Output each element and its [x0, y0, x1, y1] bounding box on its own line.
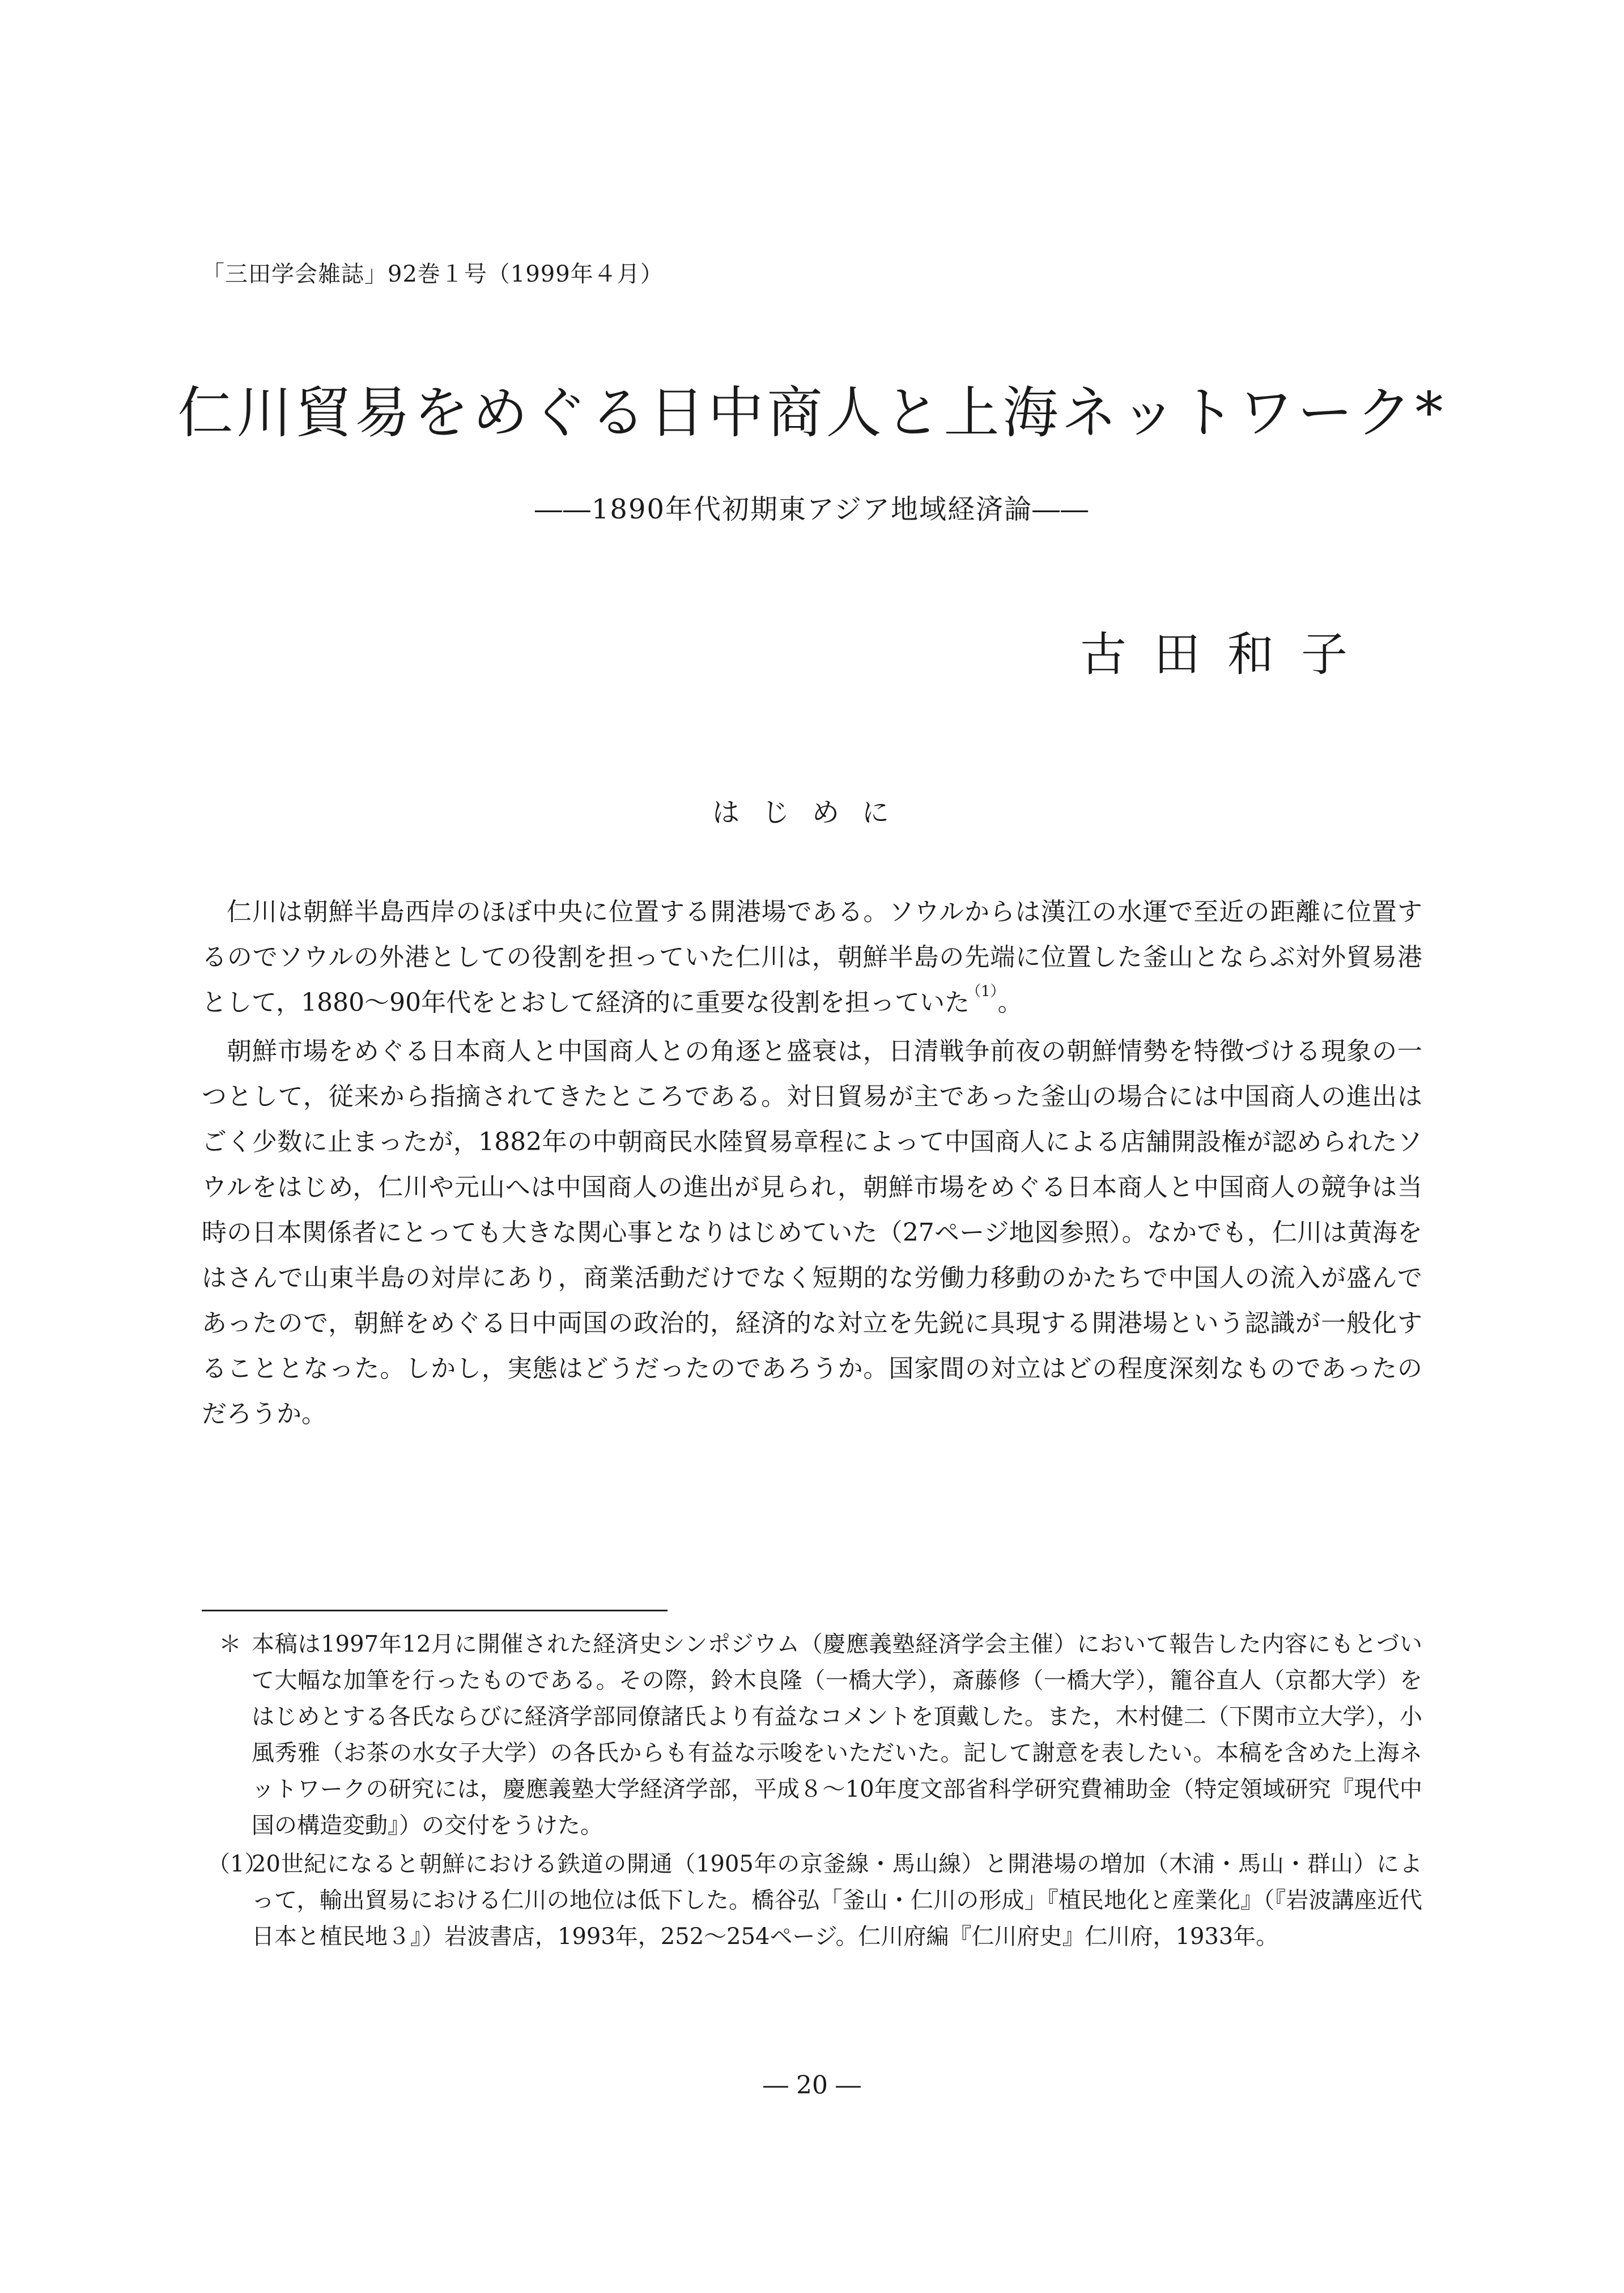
footnotes: [202, 1626, 1422, 1957]
footnote-marker: ＊: [219, 1631, 241, 1657]
article-subtitle: ――1890年代初期東アジア地域経済論――: [534, 494, 1090, 525]
body-text: [202, 890, 1422, 1437]
article-title: 仁川貿易をめぐる日中商人と上海ネットワーク*: [177, 381, 1447, 445]
footnote-marker: （1）: [207, 1851, 267, 1877]
paragraph-end: 。: [997, 988, 1023, 1017]
author-name: 古田和子: [1079, 628, 1375, 682]
paragraph: [202, 890, 1422, 1029]
paragraph: [202, 1029, 1422, 1437]
paragraph-text: 仁川は朝鮮半島西岸のほぼ中央に位置する開港場である。ソウルからは漢江の水運で至近の距離に位置するのでソウルの外港としての役割を担っていた仁川は，朝鮮半島の先端に位置した釜山とならぶ対外貿易港として，1880〜90年代をとおして経済的に重要な役割を担っていた: [202, 897, 1422, 1017]
footnote-text: 本稿は1997年12月に開催された経済史シンポジウム（慶應義塾経済学会主催）において報告した内容にもとづいて大幅な加筆を行ったものである。その際，鈴木良隆（一橋大学），斎藤修（一橋大学），籠谷直人（京都大学）をはじめとする各氏ならびに経済学部同僚諸氏より有益なコメントを頂戴した。また，木村健二（下関市立大学），小風秀雅（お茶の水女子大学）の各氏からも有益な示唆をいただいた。記して謝意を表したい。本稿を含めた上海ネットワークの研究には，慶應義塾大学経済学部，平成８〜10年度文部省科学研究費補助金（特定領域研究『現代中国の構造変動』）の交付をうけた。: [252, 1631, 1422, 1839]
paragraph-text: 朝鮮市場をめぐる日本商人と中国商人との角逐と盛衰は，日清戦争前夜の朝鮮情勢を特徴づける現象の一つとして，従来から指摘されてきたところである。対日貿易が主であった釜山の場合には中国商人の進出はごく少数に止まったが，1882年の中朝商民水陸貿易章程によって中国商人による店舗開設権が認められたソウルをはじめ，仁川や元山へは中国商人の進出が見られ，朝鮮市場をめぐる日本商人と中国商人の競争は当時の日本関係者にとっても大きな関心事となりはじめていた（27ページ地図参照）。なかでも，仁川は黄海をはさんで山東半島の対岸にあり，商業活動だけでなく短期的な労働力移動のかたちで中国人の流入が盛んであったので，朝鮮をめぐる日中両国の政治的，経済的な対立を先鋭に具現する開港場という認識が一般化することとなった。しかし，実態はどうだったのであろうか。国家間の対立はどの程度深刻なものであったのだろうか。: [202, 1037, 1422, 1428]
footnote: [202, 1626, 1422, 1844]
page-number: ― 20 ―: [763, 2071, 861, 2100]
footnote-text: 20世紀になると朝鮮における鉄道の開通（1905年の京釜線・馬山線）と開港場の増加（木浦・馬山・群山）によって，輸出貿易における仁川の地位は低下した。橋谷弘「釜山・仁川の形成」『植民地化と産業化』（『岩波講座近代日本と植民地３』）岩波書店，1993年，252〜254ページ。仁川府編『仁川府史』仁川府，1933年。: [252, 1851, 1422, 1950]
section-heading: はじめに: [712, 797, 912, 828]
footnote-reference[interactable]: （1）: [966, 983, 998, 1000]
footnote-divider: [202, 1610, 668, 1611]
footnote: [202, 1846, 1422, 1955]
journal-citation: 「三田学会雑誌」92巻１号（1999年４月）: [202, 261, 664, 287]
